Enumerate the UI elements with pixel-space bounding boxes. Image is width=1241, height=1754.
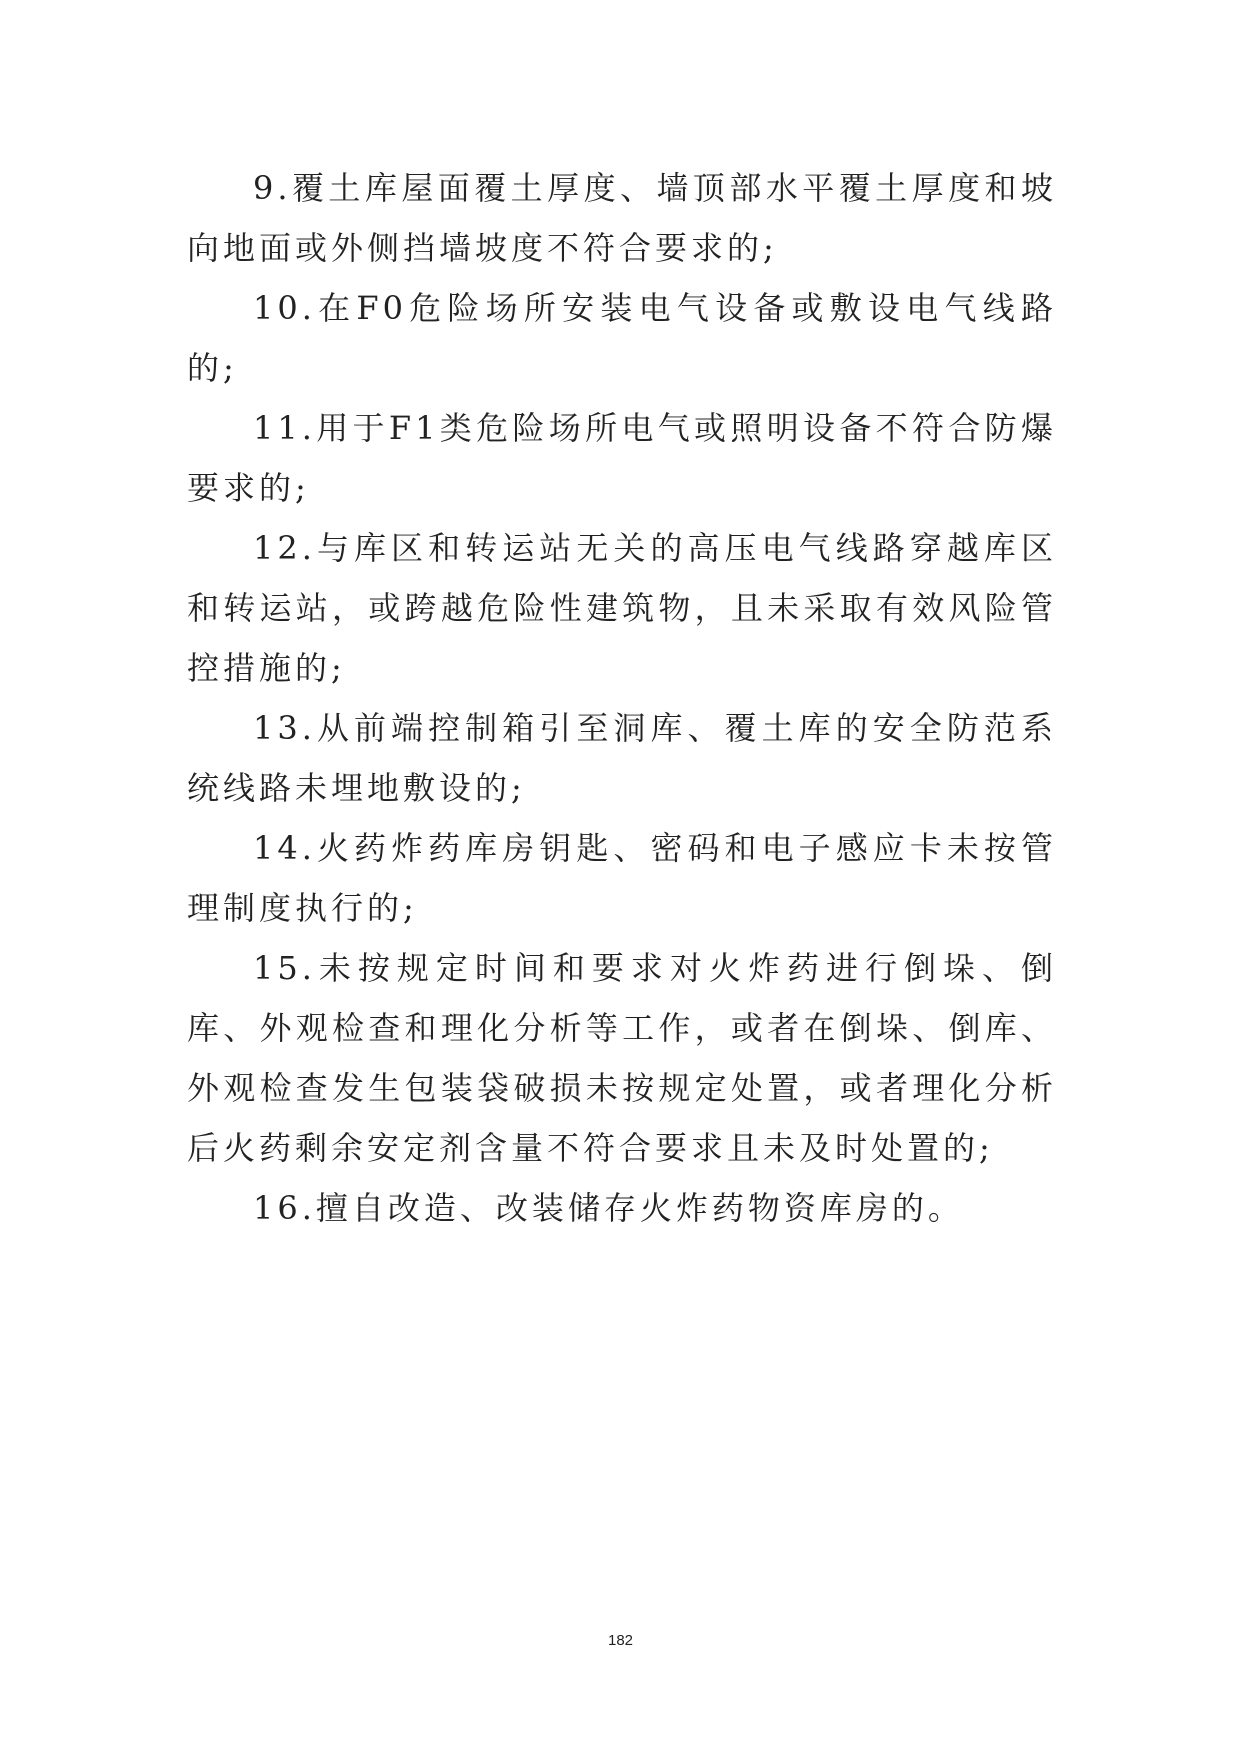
list-item-9: 9.覆土库屋面覆土厚度、墙顶部水平覆土厚度和坡向地面或外侧挡墙坡度不符合要求的; [187,169,1057,267]
list-item-10: 10.在F0危险场所安装电气设备或敷设电气线路的; [187,289,1057,387]
list-item-12: 12.与库区和转运站无关的高压电气线路穿越库区和转运站，或跨越危险性建筑物，且未采取有效风险管控措施的; [187,529,1057,687]
list-item-11: 11.用于F1类危险场所电气或照明设备不符合防爆要求的; [187,409,1057,507]
body-text [187,158,1057,1238]
list-item-16: 16.擅自改造、改装储存火炸药物资库房的。 [253,1189,964,1227]
page-number: 182 [607,1632,634,1649]
list-item-14: 14.火药炸药库房钥匙、密码和电子感应卡未按管理制度执行的; [187,829,1057,927]
list-item-15: 15.未按规定时间和要求对火炸药进行倒垛、倒库、外观检查和理化分析等工作，或者在倒垛、倒库、外观检查发生包装袋破损未按规定处置，或者理化分析后火药剩余安定剂含量不符合要求且未及时处置的; [187,949,1057,1167]
list-item-13: 13.从前端控制箱引至洞库、覆土库的安全防范系统线路未埋地敷设的; [187,709,1057,807]
